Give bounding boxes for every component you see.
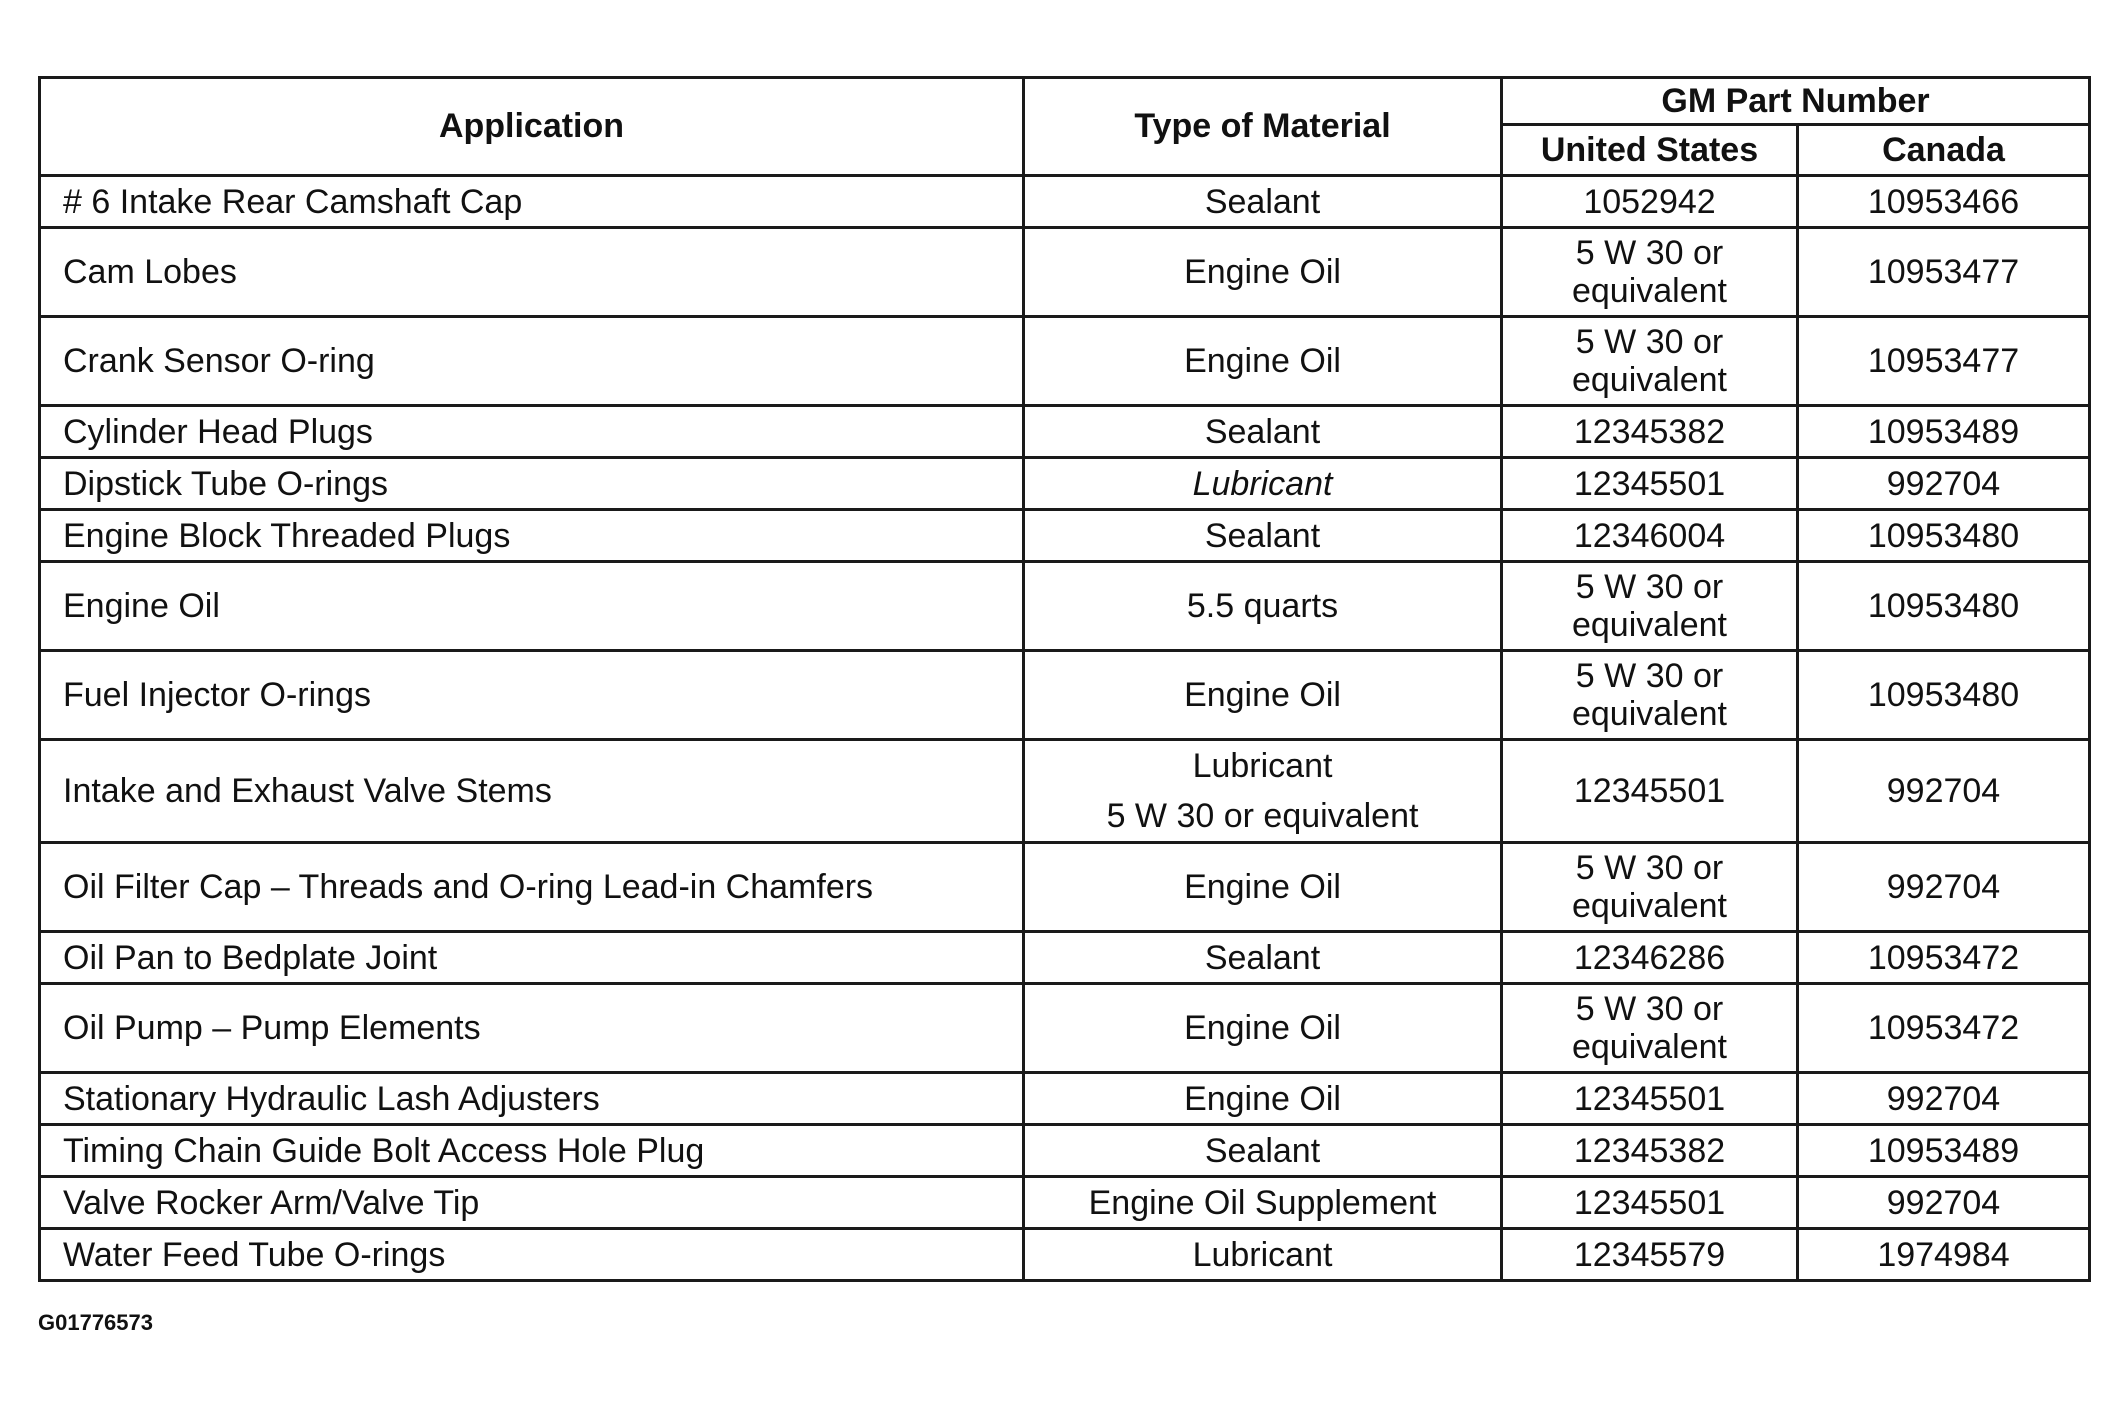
- us-part-cell: 5 W 30 or equivalent: [1502, 651, 1798, 740]
- table-row: [40, 458, 2090, 510]
- table-row: [40, 510, 2090, 562]
- canada-part-cell: 992704: [1798, 1073, 2090, 1125]
- table-row: [40, 1177, 2090, 1229]
- application-cell: Stationary Hydraulic Lash Adjusters: [40, 1073, 1024, 1125]
- table-row: [40, 562, 2090, 651]
- header-united-states: United States: [1502, 125, 1798, 176]
- material-cell: Engine Oil: [1024, 651, 1502, 740]
- table-row: [40, 843, 2090, 932]
- application-cell: Cam Lobes: [40, 228, 1024, 317]
- canada-part-cell: 1974984: [1798, 1229, 2090, 1281]
- table-row: [40, 317, 2090, 406]
- canada-part-cell: 10953480: [1798, 651, 2090, 740]
- table-row: [40, 1125, 2090, 1177]
- header-type-of-material: Type of Material: [1024, 78, 1502, 176]
- canada-part-cell: 10953480: [1798, 510, 2090, 562]
- material-cell: Engine Oil: [1024, 228, 1502, 317]
- header-gm-part-number: GM Part Number: [1502, 78, 2090, 125]
- table-row: [40, 932, 2090, 984]
- canada-part-cell: 992704: [1798, 1177, 2090, 1229]
- material-cell: Sealant: [1024, 510, 1502, 562]
- application-cell: Oil Filter Cap – Threads and O-ring Lead-in Chamfers: [40, 843, 1024, 932]
- material-cell: Sealant: [1024, 932, 1502, 984]
- canada-part-cell: 992704: [1798, 458, 2090, 510]
- us-part-cell: 12345579: [1502, 1229, 1798, 1281]
- canada-part-cell: 10953489: [1798, 1125, 2090, 1177]
- canada-part-cell: 10953472: [1798, 984, 2090, 1073]
- canada-part-cell: 10953477: [1798, 317, 2090, 406]
- us-part-cell: 12345501: [1502, 1177, 1798, 1229]
- material-cell: Engine Oil: [1024, 984, 1502, 1073]
- application-cell: Dipstick Tube O-rings: [40, 458, 1024, 510]
- table-row: [40, 1073, 2090, 1125]
- us-part-cell: 12345382: [1502, 1125, 1798, 1177]
- application-cell: Intake and Exhaust Valve Stems: [40, 740, 1024, 843]
- us-part-cell: 5 W 30 or equivalent: [1502, 317, 1798, 406]
- us-part-cell: 12346004: [1502, 510, 1798, 562]
- us-part-cell: 5 W 30 or equivalent: [1502, 984, 1798, 1073]
- us-part-cell: 1052942: [1502, 176, 1798, 228]
- header-canada: Canada: [1798, 125, 2090, 176]
- parts-table-container: [38, 76, 2091, 1282]
- material-cell: Sealant: [1024, 176, 1502, 228]
- canada-part-cell: 10953489: [1798, 406, 2090, 458]
- material-cell: Engine Oil: [1024, 317, 1502, 406]
- us-part-cell: 12345501: [1502, 1073, 1798, 1125]
- application-cell: Water Feed Tube O-rings: [40, 1229, 1024, 1281]
- header-application: Application: [40, 78, 1024, 176]
- table-row: [40, 406, 2090, 458]
- material-cell: Lubricant: [1024, 1229, 1502, 1281]
- table-row: [40, 176, 2090, 228]
- us-part-cell: 5 W 30 or equivalent: [1502, 843, 1798, 932]
- canada-part-cell: 10953477: [1798, 228, 2090, 317]
- material-cell: Engine Oil Supplement: [1024, 1177, 1502, 1229]
- application-cell: Valve Rocker Arm/Valve Tip: [40, 1177, 1024, 1229]
- application-cell: Oil Pump – Pump Elements: [40, 984, 1024, 1073]
- material-cell: Lubricant 5 W 30 or equivalent: [1024, 740, 1502, 843]
- canada-part-cell: 10953472: [1798, 932, 2090, 984]
- us-part-cell: 12346286: [1502, 932, 1798, 984]
- header-row-1: [40, 78, 2090, 125]
- table-row: [40, 740, 2090, 843]
- application-cell: Engine Block Threaded Plugs: [40, 510, 1024, 562]
- application-cell: Oil Pan to Bedplate Joint: [40, 932, 1024, 984]
- material-cell: Sealant: [1024, 406, 1502, 458]
- us-part-cell: 12345501: [1502, 458, 1798, 510]
- material-cell: 5.5 quarts: [1024, 562, 1502, 651]
- us-part-cell: 12345382: [1502, 406, 1798, 458]
- material-cell: Sealant: [1024, 1125, 1502, 1177]
- figure-id-label: G01776573: [38, 1310, 153, 1335]
- application-cell: Engine Oil: [40, 562, 1024, 651]
- table-row: [40, 228, 2090, 317]
- canada-part-cell: 10953466: [1798, 176, 2090, 228]
- table-row: [40, 1229, 2090, 1281]
- material-cell: Lubricant: [1024, 458, 1502, 510]
- us-part-cell: 12345501: [1502, 740, 1798, 843]
- application-cell: # 6 Intake Rear Camshaft Cap: [40, 176, 1024, 228]
- application-cell: Fuel Injector O-rings: [40, 651, 1024, 740]
- canada-part-cell: 992704: [1798, 740, 2090, 843]
- us-part-cell: 5 W 30 or equivalent: [1502, 228, 1798, 317]
- table-row: [40, 651, 2090, 740]
- gm-part-number-table: [38, 76, 2091, 1282]
- application-cell: Crank Sensor O-ring: [40, 317, 1024, 406]
- material-cell: Engine Oil: [1024, 1073, 1502, 1125]
- canada-part-cell: 992704: [1798, 843, 2090, 932]
- application-cell: Timing Chain Guide Bolt Access Hole Plug: [40, 1125, 1024, 1177]
- us-part-cell: 5 W 30 or equivalent: [1502, 562, 1798, 651]
- material-cell: Engine Oil: [1024, 843, 1502, 932]
- canada-part-cell: 10953480: [1798, 562, 2090, 651]
- table-row: [40, 984, 2090, 1073]
- application-cell: Cylinder Head Plugs: [40, 406, 1024, 458]
